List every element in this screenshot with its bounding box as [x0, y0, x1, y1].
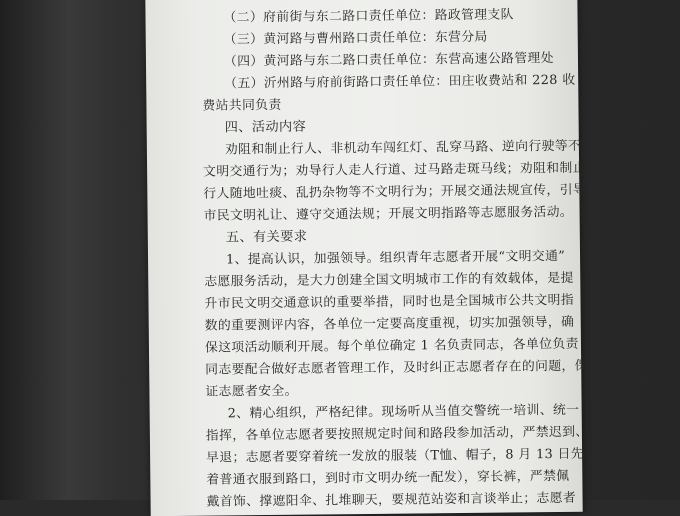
text-line: 保这项活动顺利开展。每个单位确定 1 名负责同志，各单位负责 [204, 336, 579, 356]
text-line: （三）黄河路与曹州路口责任单位：东营分局 [223, 29, 488, 48]
text-line: 升市民文明交通意识的重要举措，同时也是全国城市公共文明指 [204, 292, 575, 312]
text-line: （二）府前街与东二路口责任单位：路政管理支队 [223, 7, 514, 26]
text-line: 同志要配合做好志愿者管理工作，及时纠正志愿者存在的问题，保 [205, 358, 588, 378]
text-line: 着普通衣服到路口，到时市文明办统一配发），穿长裤，严禁佩 [206, 468, 570, 488]
text-line: 戴首饰、撑遮阳伞、扎堆聊天，要规范站姿和言谈举止；志愿者 [206, 490, 577, 510]
text-line: 数的重要测评内容，各单位一定要高度重视，切实加强领导，确 [204, 314, 575, 334]
text-line: 证志愿者安全。 [205, 383, 298, 400]
text-line: （四）黄河路与东二路口责任单位：东营高速公路管理处 [223, 51, 554, 70]
text-line: 志愿服务活动，是大力创建全国文明城市工作的有效载体，是提 [204, 270, 574, 290]
text-line: 1、提高认识，加强领导。组织青年志愿者开展“文明交通” [225, 248, 566, 268]
text-line: （五）沂州路与府前街路口责任单位：田庄收费站和 228 收 [224, 72, 576, 92]
text-line: 市民文明礼让、遵守交通法规；开展文明指路等志愿服务活动。 [203, 204, 574, 224]
text-line: 早退；志愿者要穿着统一发放的服装（T恤、帽子，8 月 13 日先 [206, 446, 585, 466]
section-heading: 五、有关要求 [225, 229, 308, 246]
text-line: 指挥，各单位志愿者要按照规定时间和路段参加活动，严禁迟到、 [205, 424, 589, 444]
text-line: 费站共同负责 [202, 97, 282, 114]
text-line: 行人随地吐痰、乱扔杂物等不文明行为；开展交通法规宣传，引导 [203, 182, 587, 202]
text-line: 2、精心组织，严格纪律。现场听从当值交警统一培训、统一 [227, 402, 580, 422]
document-page [145, 0, 589, 516]
text-line: 文明交通行为；劝导行人走人行道、过马路走斑马线；劝阻和制止 [203, 160, 586, 180]
text-line: 劝阻和制止行人、非机动车闯红灯、乱穿马路、逆向行驶等不 [224, 138, 582, 158]
section-heading: 四、活动内容 [224, 119, 307, 136]
